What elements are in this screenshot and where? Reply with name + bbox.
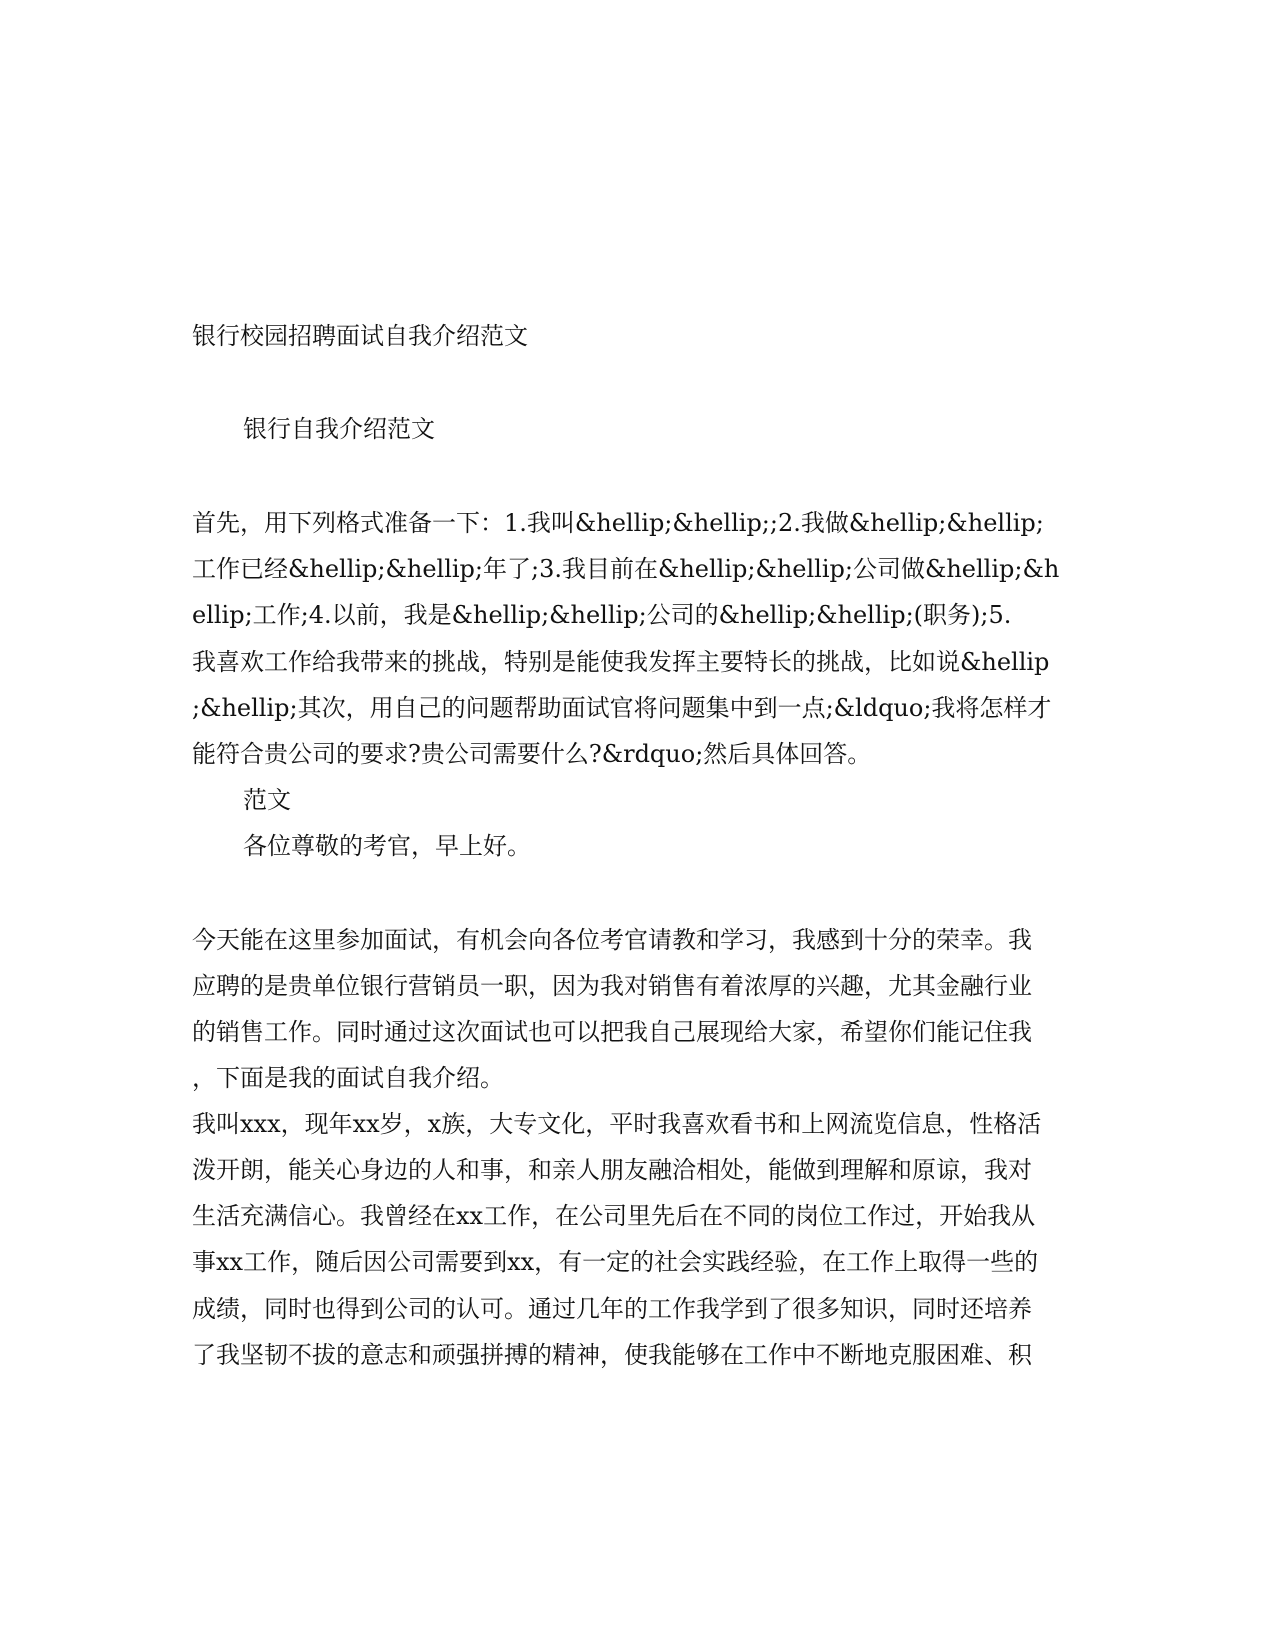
document-subtitle: 银行自我介绍范文 <box>243 415 435 443</box>
paragraph-line: 生活充满信心。我曾经在xx工作，在公司里先后在不同的岗位工作过，开始我从 <box>192 1202 1036 1230</box>
intro-line: ellip;工作;4.以前，我是&hellip;&hellip;公司的&hellip;&hellip;(职务);5. <box>192 601 1012 629</box>
paragraph-line: 应聘的是贵单位银行营销员一职，因为我对销售有着浓厚的兴趣，尤其金融行业 <box>192 972 1032 1000</box>
paragraph-line: 成绩，同时也得到公司的认可。通过几年的工作我学到了很多知识，同时还培养 <box>192 1295 1032 1323</box>
intro-line: 能符合贵公司的要求?贵公司需要什么?&rdquo;然后具体回答。 <box>192 740 872 768</box>
document-title: 银行校园招聘面试自我介绍范文 <box>192 322 528 350</box>
intro-line: 首先，用下列格式准备一下：1.我叫&hellip;&hellip;;2.我做&hellip;&hellip; <box>192 509 1044 537</box>
paragraph-line: 我叫xxx，现年xx岁，x族，大专文化，平时我喜欢看书和上网流览信息，性格活 <box>192 1110 1042 1138</box>
paragraph-line: 今天能在这里参加面试，有机会向各位考官请教和学习，我感到十分的荣幸。我 <box>192 926 1032 954</box>
intro-line: 我喜欢工作给我带来的挑战，特别是能使我发挥主要特长的挑战，比如说&hellip <box>192 648 1050 676</box>
paragraph-line: 的销售工作。同时通过这次面试也可以把我自己展现给大家，希望你们能记住我 <box>192 1018 1032 1046</box>
intro-line: ;&hellip;其次，用自己的问题帮助面试官将问题集中到一点;&ldquo;我将怎样才 <box>192 694 1052 722</box>
greeting: 各位尊敬的考官，早上好。 <box>243 832 531 860</box>
paragraph-line: 了我坚韧不拔的意志和顽强拼搏的精神，使我能够在工作中不断地克服困难、积 <box>192 1341 1032 1369</box>
paragraph-line: ，下面是我的面试自我介绍。 <box>192 1064 504 1092</box>
sample-heading: 范文 <box>243 786 291 814</box>
paragraph-line: 事xx工作，随后因公司需要到xx，有一定的社会实践经验，在工作上取得一些的 <box>192 1248 1039 1276</box>
intro-line: 工作已经&hellip;&hellip;年了;3.我目前在&hellip;&hellip;公司做&hellip;&h <box>192 555 1060 583</box>
paragraph-line: 泼开朗，能关心身边的人和事，和亲人朋友融洽相处，能做到理解和原谅，我对 <box>192 1156 1032 1184</box>
